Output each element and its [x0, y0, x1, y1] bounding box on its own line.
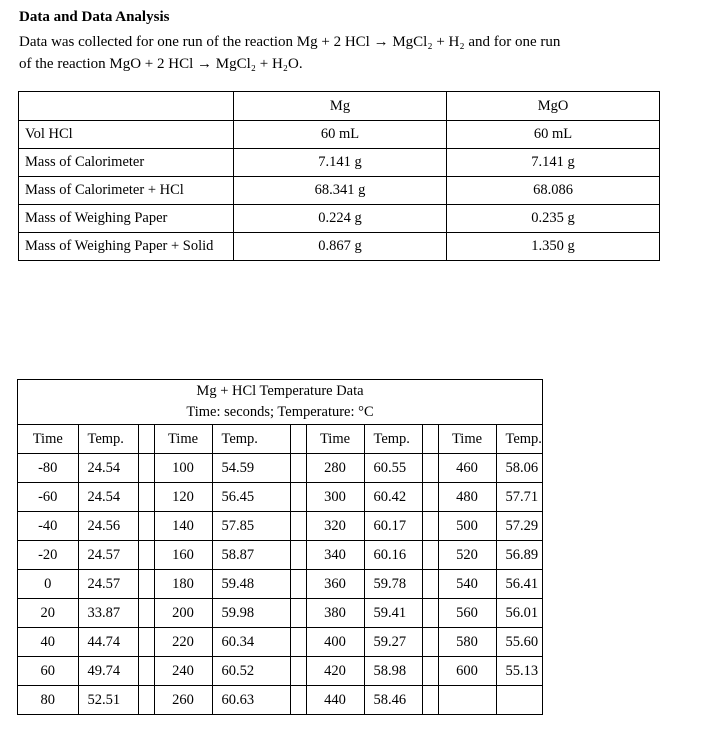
table-row [18, 454, 542, 483]
time-value: 200 [154, 599, 212, 628]
temp-value: 56.01 [496, 599, 542, 628]
temperature-table-title-block [18, 380, 542, 425]
temp-header: Temp. [496, 425, 542, 454]
mg-value: 0.867 g [234, 233, 447, 261]
header-mg: Mg [234, 92, 447, 121]
temp-value: 55.13 [496, 657, 542, 686]
spacer-cell [138, 483, 154, 512]
temp-value: 60.63 [212, 686, 290, 715]
time-value: 440 [306, 686, 364, 715]
temperature-grid-body [18, 425, 542, 714]
table-row [19, 233, 660, 261]
temp-value: 60.55 [364, 454, 422, 483]
mg-value: 0.224 g [234, 205, 447, 233]
temp-value: 52.51 [78, 686, 138, 715]
spacer-cell [138, 599, 154, 628]
temp-value: 58.87 [212, 541, 290, 570]
time-header: Time [154, 425, 212, 454]
temp-value: 59.78 [364, 570, 422, 599]
temperature-table-title: Mg + HCl Temperature Data [196, 383, 364, 399]
time-header: Time [306, 425, 364, 454]
mg-value: 68.341 g [234, 177, 447, 205]
time-value: -40 [18, 512, 78, 541]
time-value: 280 [306, 454, 364, 483]
time-value: 100 [154, 454, 212, 483]
intro-line-2: of the reaction MgO + 2 HCl → MgCl₂ + H₂O. [19, 56, 303, 72]
spacer-cell [138, 570, 154, 599]
temp-value: 24.54 [78, 483, 138, 512]
spacer-cell [422, 454, 438, 483]
temp-header: Temp. [212, 425, 290, 454]
temp-header: Temp. [78, 425, 138, 454]
mgo-value: 1.350 g [447, 233, 660, 261]
temp-value: 60.17 [364, 512, 422, 541]
mass-volume-table [18, 91, 660, 261]
table-row [19, 177, 660, 205]
time-value: 600 [438, 657, 496, 686]
time-value: -60 [18, 483, 78, 512]
temperature-grid [18, 425, 542, 714]
temp-value: 57.29 [496, 512, 542, 541]
time-value: 460 [438, 454, 496, 483]
table-row [18, 628, 542, 657]
temp-value: 54.59 [212, 454, 290, 483]
time-value: 540 [438, 570, 496, 599]
table-row [19, 149, 660, 177]
time-value: 580 [438, 628, 496, 657]
time-value: 240 [154, 657, 212, 686]
spacer-cell [422, 599, 438, 628]
table-row [18, 599, 542, 628]
time-value: 500 [438, 512, 496, 541]
temp-value: 33.87 [78, 599, 138, 628]
spacer-cell [290, 628, 306, 657]
spacer-cell [290, 512, 306, 541]
spacer-cell [422, 425, 438, 454]
temp-header: Temp. [364, 425, 422, 454]
time-value: 420 [306, 657, 364, 686]
spacer-cell [290, 599, 306, 628]
spacer-cell [138, 657, 154, 686]
time-value: 300 [306, 483, 364, 512]
time-value: 480 [438, 483, 496, 512]
spacer-cell [138, 454, 154, 483]
temp-value: 58.46 [364, 686, 422, 715]
spacer-cell [290, 483, 306, 512]
mg-value: 7.141 g [234, 149, 447, 177]
time-value: 120 [154, 483, 212, 512]
time-value: 0 [18, 570, 78, 599]
temp-value: 57.85 [212, 512, 290, 541]
row-label: Mass of Calorimeter + HCl [19, 177, 234, 205]
spacer-cell [290, 425, 306, 454]
time-value: 360 [306, 570, 364, 599]
time-value: 260 [154, 686, 212, 715]
temp-value: 24.56 [78, 512, 138, 541]
table-row [18, 512, 542, 541]
table-header-row [19, 92, 660, 121]
spacer-cell [290, 454, 306, 483]
spacer-cell [138, 541, 154, 570]
spacer-cell [422, 512, 438, 541]
table-row [19, 205, 660, 233]
header-mgo: MgO [447, 92, 660, 121]
spacer-cell [422, 483, 438, 512]
temp-value: 56.89 [496, 541, 542, 570]
spacer-cell [138, 628, 154, 657]
time-value: 140 [154, 512, 212, 541]
mgo-value: 7.141 g [447, 149, 660, 177]
intro-paragraph [19, 31, 659, 75]
spacer-cell [290, 657, 306, 686]
row-label: Vol HCl [19, 121, 234, 149]
table-row [18, 686, 542, 715]
row-label: Mass of Weighing Paper [19, 205, 234, 233]
temp-value: 24.54 [78, 454, 138, 483]
mgo-value: 0.235 g [447, 205, 660, 233]
header-blank-cell [19, 92, 234, 121]
spacer-cell [422, 686, 438, 715]
temp-value: 58.06 [496, 454, 542, 483]
time-value: 40 [18, 628, 78, 657]
temperature-data-table [17, 379, 543, 715]
temp-value [496, 686, 542, 715]
temp-value: 58.98 [364, 657, 422, 686]
temp-value: 44.74 [78, 628, 138, 657]
temp-value: 56.45 [212, 483, 290, 512]
time-value: 180 [154, 570, 212, 599]
table-row [18, 570, 542, 599]
spacer-cell [138, 425, 154, 454]
temp-value: 24.57 [78, 570, 138, 599]
time-header: Time [18, 425, 78, 454]
row-label: Mass of Weighing Paper + Solid [19, 233, 234, 261]
intro-line-1: Data was collected for one run of the reaction Mg + 2 HCl → MgCl₂ + H₂ and for one run [19, 34, 561, 50]
temperature-header-row [18, 425, 542, 454]
table-row [19, 121, 660, 149]
time-value: 340 [306, 541, 364, 570]
temp-value: 55.60 [496, 628, 542, 657]
table-row [18, 483, 542, 512]
temp-value: 60.16 [364, 541, 422, 570]
spacer-cell [290, 570, 306, 599]
temp-value: 24.57 [78, 541, 138, 570]
temp-value: 49.74 [78, 657, 138, 686]
spacer-cell [290, 541, 306, 570]
time-value: -20 [18, 541, 78, 570]
spacer-cell [138, 686, 154, 715]
time-value [438, 686, 496, 715]
mgo-value: 60 mL [447, 121, 660, 149]
temp-value: 59.41 [364, 599, 422, 628]
temp-value: 59.98 [212, 599, 290, 628]
spacer-cell [422, 541, 438, 570]
time-value: 400 [306, 628, 364, 657]
temp-value: 57.71 [496, 483, 542, 512]
time-value: 380 [306, 599, 364, 628]
spacer-cell [422, 570, 438, 599]
time-value: 520 [438, 541, 496, 570]
temp-value: 60.34 [212, 628, 290, 657]
row-label: Mass of Calorimeter [19, 149, 234, 177]
temp-value: 60.52 [212, 657, 290, 686]
time-value: 160 [154, 541, 212, 570]
mg-value: 60 mL [234, 121, 447, 149]
temp-value: 59.48 [212, 570, 290, 599]
time-value: 60 [18, 657, 78, 686]
spacer-cell [422, 628, 438, 657]
time-value: 20 [18, 599, 78, 628]
temp-value: 60.42 [364, 483, 422, 512]
time-value: 220 [154, 628, 212, 657]
mgo-value: 68.086 [447, 177, 660, 205]
time-value: -80 [18, 454, 78, 483]
table-row [18, 541, 542, 570]
temp-value: 59.27 [364, 628, 422, 657]
temperature-table-subtitle: Time: seconds; Temperature: °C [186, 404, 374, 420]
temp-value: 56.41 [496, 570, 542, 599]
spacer-cell [422, 657, 438, 686]
time-header: Time [438, 425, 496, 454]
table-row [18, 657, 542, 686]
time-value: 320 [306, 512, 364, 541]
spacer-cell [290, 686, 306, 715]
spacer-cell [138, 512, 154, 541]
time-value: 80 [18, 686, 78, 715]
time-value: 560 [438, 599, 496, 628]
section-heading: Data and Data Analysis [19, 9, 170, 25]
